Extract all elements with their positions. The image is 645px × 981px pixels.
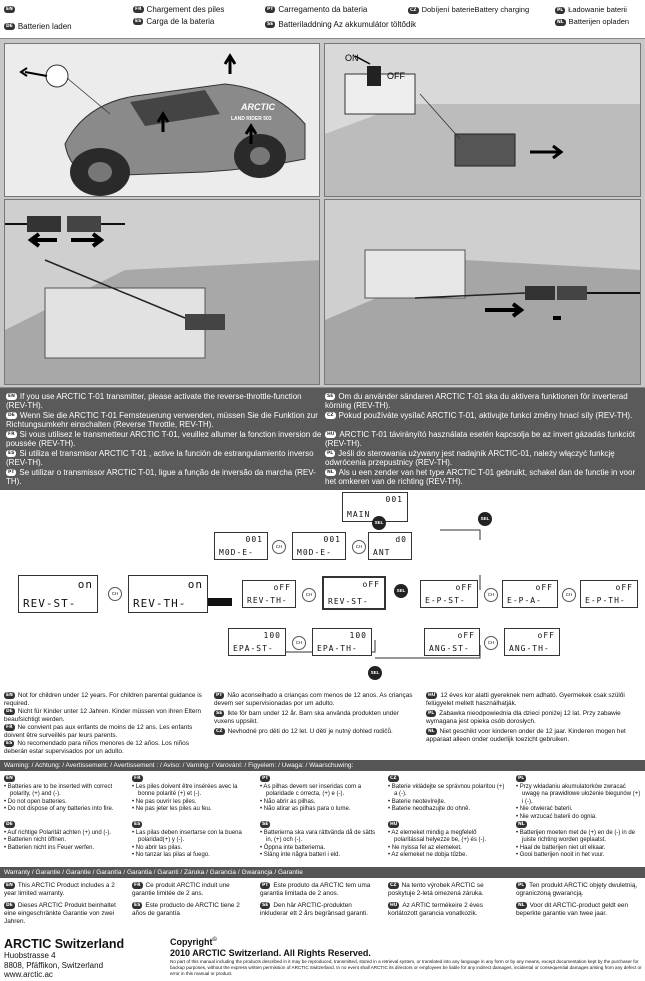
header-item-cz: CZ Dobíjení baterieBattery charging (410, 5, 530, 14)
lcd-ang-th: oFF ANG-TH- (504, 628, 560, 656)
header-item-de: DE Batterien laden (6, 22, 72, 31)
warning-nl: NL • Batterijen moeten met de (+) en de (-) in de juiste richting worden geplaatst. • Haal de batterijen niet uit elkaar. • Gooi batterijen nooit in het vuur. (516, 822, 635, 859)
footer (0, 935, 645, 981)
tx-note-nl: NL Als u een zender van het type ARCTIC T-01 gebruikt, schakel dan de functie in voor het omkeren van de richting (REV-TH). (325, 468, 636, 486)
warning-pl: PL • Przy wkładaniu akumulatorków zwracać uwagę na prawidłowe ułożenie biegunów (+) i (-). • Nie otwierać baterii. • Nie wrzucać baterii do ognia. (516, 776, 641, 820)
car-illustration (5, 44, 320, 197)
car-brand-label: ARCTIC (241, 102, 275, 112)
age-fr: FR Ne convient pas aux enfants de moins de 12 ans. Les enfants doivent être surveillés par leurs parents. (4, 724, 193, 740)
photo-connector-unplug (4, 199, 320, 385)
header-item-pt: PT Carregamento da bateria (267, 5, 368, 14)
company-name: ARCTIC Switzerland (4, 937, 125, 951)
copyright-label: Copyright (170, 937, 213, 947)
age-cz: CZ Nevhodné pro děti do 12 let. U dětí je nutný dohled rodičů. (216, 728, 393, 736)
lcd-ep-a: oFF E-P-A- (502, 580, 558, 608)
sel-button-2: SEL (478, 512, 492, 526)
lcd-menu-diagram (0, 490, 645, 690)
warranty-se: SE Den här ARCTIC-produkten inkluderar ett 2 års begränsad garanti. (260, 902, 368, 918)
lcd-model-2: 001 M0D-E- (292, 532, 346, 560)
age-hu: HU 12 éves kor alatti gyereknek nem adható. Gyermekek csak szülői felügyelet mellett használhatják. (426, 692, 625, 708)
lcd-rev-st: oFF REV-ST- (322, 576, 386, 610)
copyright-title: 2010 ARCTIC Switzerland. All Rights Reserved. (170, 948, 371, 958)
header-item-fr: FR Chargement des piles (135, 5, 225, 14)
on-label: ON (345, 53, 359, 63)
tx-note-en: EN If you use ARCTIC T-01 transmitter, please activate the reverse-throttle-function (REV-TH). (6, 392, 302, 410)
warning-en: EN • Batteries are to be inserted with correct polarity, (+) and (-). • Do not open batteries. • Do not dispose of any batteries into fire. (4, 776, 114, 813)
age-se: SE Ikte för barn under 12 år. Barn ska använda produkten under vuxens uppsikt. (214, 710, 399, 726)
photo-power-switch (324, 43, 641, 197)
tx-note-de: DE Wenn Sie die ARCTIC T-01 Fernsteuerung verwenden, müssen Sie die Funktion zur Richtungsumkehr einschalten (Reverse Throttle, REV-TH). (6, 411, 318, 429)
ch-button-4: CH (302, 588, 316, 602)
off-label: OFF (387, 71, 405, 81)
lcd-before-rev-st: on REV-ST- (18, 575, 98, 613)
warranty-hu: HU Az ARTIC termékeire 2 éves korlátozott garancia vonatkozik. (388, 902, 483, 918)
warranty-fr: FR Ce produit ARCTIC induit une garantie limitée de 2 ans. (132, 882, 230, 898)
tx-note-se: SE Om du använder sändaren ARCTIC T-01 ska du aktivera funktionen för inverterad körning (REV-TH). (325, 392, 628, 410)
sel-button-3: SEL (394, 584, 408, 598)
age-en: EN Not for children under 12 years. For children parental guidance is required. (4, 692, 202, 708)
warranty-de: DE Dieses ARCTIC Produkt beinhaltet eine eingeschränkte Garantie von zwei Jahren. (4, 902, 116, 926)
header-item-pl: PL Ładowanie baterii (557, 5, 627, 14)
warning-de: DE • Auf richtige Polarität achten (+) und (-). • Batterien nicht öffnen. • Batterien nicht ins Feuer werfen. (4, 822, 111, 851)
tx-note-pl: PL Jeśli do sterowania używany jest nadajnik ARCTIC-01, należy włączyć funkcję odwrócenia przepustnicy (REV-TH). (325, 449, 615, 467)
instruction-photos (0, 38, 645, 388)
warning-se: SE • Batterierna ska vara rättvända då de sätts in, (+) och (-). • Öppna inte batterierna. • Släng inte några batteri i eld. (260, 822, 376, 859)
age-nl: NL Niet geschikt voor kinderen onder de 12 jaar. Kinderen mogen het apparaat alleen onder ouderlijk toezicht gebruiken. (426, 728, 626, 744)
age-es: ES No recomendado para niños menores de 12 años. Los niños deberán estar supervisados por un adulto. (4, 740, 189, 756)
warranty-cz: CZ Na tento výrobek ARCTIC se poskytuje 2-letá omezená záruka. (388, 882, 484, 898)
car-model-label: LAND RIDER 503 (231, 116, 272, 122)
company-address-1: Huobstrasse 4 (4, 951, 56, 960)
lcd-ant: d0 ANT (368, 532, 412, 560)
age-pl: PL Zabawka nieodpowiednia dla dzieci poniżej 12 lat. Przy zabawie wymagana jest opieka osób dorosłych. (426, 710, 621, 726)
copyright-mark: © (212, 937, 217, 943)
warranty-bar: Warranty / Garantie / Garantie / Garantía / Garantia / Garanti / Záruka / Garancia / Gwarancja / Garantie (0, 867, 645, 878)
company-block (4, 937, 164, 980)
sel-button-4: SEL (368, 666, 382, 680)
copyright-text: No part of this manual including the products described in it may be reproduced, transmitted, stored in a retrieval system, or translated into any language in any form or by any means, except documentation kept by the purchaser for backup purposes, without the express written permission of ARCTIC Switzerland. In no event shall ARCTIC its directors or employees be liable for any indirect damages, incidental or consequential damages arising from any defect or error in this manual or product. (170, 959, 642, 976)
age-de: DE Nicht für Kinder unter 12 Jahren. Kinder müssen von ihren Eltern beaufsichtigt werden. (4, 708, 202, 724)
lcd-model: 001 M0D-E- (214, 532, 268, 560)
sel-button-1: SEL (372, 516, 386, 530)
photo-car-body (4, 43, 320, 197)
ch-button-6: CH (562, 588, 576, 602)
warning-es: ES • Las pilas deben insertarse con la buena polaridad(+) y (-). • No abrir las pilas. • No tanzar las pilas al fuego. (132, 822, 242, 859)
header-item-nl: NL Batterijen opladen (557, 17, 630, 26)
company-website[interactable]: www.arctic.ac (4, 970, 53, 979)
header-item-en: EN (6, 7, 13, 13)
tx-note-es: ES Si utiliza el transmisor ARCTIC T-01 , active la función de estrangulamiento inverso (REV-TH). (6, 449, 314, 467)
warranty-pl: PL Ten produkt ARCTIC objęty dwuletnią, ograniczoną gwarancją. (516, 882, 638, 898)
connector-unplug-illustration (5, 200, 320, 385)
warranty-section (0, 880, 645, 934)
ch-button-2: CH (272, 540, 286, 554)
lcd-ep-th: oFF E-P-TH- (580, 580, 638, 608)
ch-button-3: CH (352, 540, 366, 554)
switch-illustration (325, 44, 641, 197)
ch-button-7: CH (292, 636, 306, 650)
tx-note-pt: PT Se utilizar o transmissor ARCTIC T-01, ligue a função de inversão da marcha (REV-TH). (6, 468, 316, 486)
lcd-ang-st: oFF ANG-ST- (424, 628, 480, 656)
ch-button: CH (108, 587, 122, 601)
header-item-es: ES Carga de la bateria (135, 17, 215, 26)
lcd-ep-st: oFF E-P-ST- (420, 580, 478, 608)
company-address-2: 8808, Pfäffikon, Switzerland (4, 960, 104, 970)
photo-connector-plug (324, 199, 641, 385)
tx-note-fr: FR Si vous utilisez le transmetteur ARCTIC T-01, veuillez allumer la fonction inversion de poussée (REV-TH). (6, 430, 322, 448)
copyright-block (170, 935, 642, 977)
lcd-main: 001 MAIN (342, 492, 408, 522)
warranty-nl: NL Voor dit ARCTIC-product geldt een beperkte garantie van twee jaar. (516, 902, 629, 918)
warning-fr: FR • Les piles doivent être insérées avec la bonne polarité (+) et (-). • Ne pas ouvrir les piles. • Ne pas jeter les piles au feu. (132, 776, 238, 813)
warranty-en: EN This ARCTIC Product includes a 2 year limited warranty. (4, 882, 115, 898)
age-warnings (0, 690, 645, 760)
warning-bar: Warning: / Achtung: / Avertissement: / Avertissement : / Aviso: / Varning: / Varování: / Figyelem: / Uwaga: / Waarschuwing: (0, 760, 645, 771)
lcd-epa-st: 100 EPA-ST- (228, 628, 286, 656)
lcd-rev-th: oFF REV-TH- (242, 580, 296, 608)
ch-button-8: CH (484, 636, 498, 650)
connector-plug-illustration (325, 200, 641, 385)
warning-pt: PT • As pilhas devem ser inseridas com a polaridade c orrecta, (+) e (-). • Não abrir as pilhas. • Não atirar as pilhas para o lume. (260, 776, 362, 813)
warranty-pt: PT Este produto da ARCTIC tem uma garantia limitada de 2 anos. (260, 882, 371, 898)
warning-hu: HU • Az elemeket mindig a megfelelő polaritással helyezze be, (+) és (-). • Ne nyissa fel az elemeket. • Az elemeket ne dobja tűzbe. (388, 822, 487, 859)
warning-cz: CZ • Baterie vkládejte se správnou polaritou (+) a (-). • Baterie neotevírejte. • Baterie neodhazujte do ohně. (388, 776, 505, 813)
warranty-es: ES Este producto de ARCTIC tiene 2 años de garantía (132, 902, 240, 918)
header-item-se: SE Batteriladdning Az akkumulátor töltődik (267, 20, 417, 29)
header-languages (0, 0, 645, 38)
lcd-epa-th: 100 EPA-TH- (312, 628, 372, 656)
age-pt: PT Não aconselhado a crianças com menos de 12 anos. As crianças devem ser supervisionadas por um adulto. (214, 692, 413, 708)
tx-note-hu: HU ARCTIC T-01 távirányító használata esetén kapcsolja be az invert gázadás funkciót (REV-TH). (325, 430, 635, 448)
transmitter-notes (0, 388, 645, 490)
lcd-after-rev-th: on REV-TH- (128, 575, 208, 613)
battery-warnings (0, 773, 645, 865)
ch-button-5: CH (484, 588, 498, 602)
tx-note-cz: CZ Pokud používáte vysílač ARCTIC T-01, aktivujte funkci změny hnací síly (REV-TH). (327, 411, 633, 420)
